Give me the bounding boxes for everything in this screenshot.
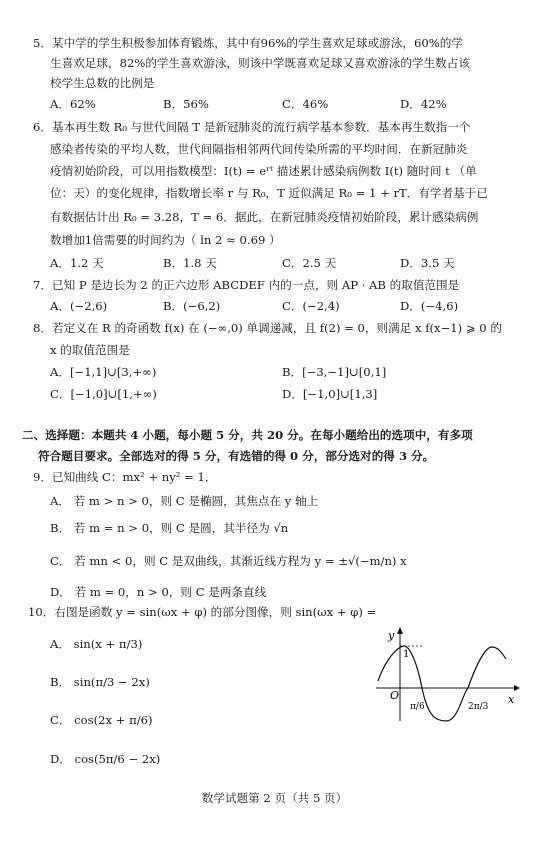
q6-line-6: 数增加1倍需要的时间约为（ ln 2 ≈ 0.69 ） [50, 233, 281, 247]
q6-line-5: 有数据估计出 R₀ = 3.28，T = 6．据此，在新冠肺炎疫情初始阶段，累计感染病例 [50, 210, 479, 224]
x-axis-label: x [508, 693, 515, 706]
q6-line-3: 疫情初始阶段，可以用指数模型：I(t) = eʳᵗ 描述累计感染病例数 I(t) 随时间 t （单 [50, 164, 477, 178]
q7-option-c: C．(−2,4) [282, 299, 340, 313]
q8-line-2: x 的取值范围是 [50, 343, 130, 357]
q6-line-4: 位：天）的变化规律，指数增长率 r 与 R₀，T 近似满足 R₀ = 1 + rT．有学者基于已 [50, 186, 488, 200]
q6-option-b: B．1.8 天 [163, 256, 217, 270]
q8-line-1: 8．若定义在 R 的奇函数 f(x) 在 (−∞,0) 单调递减，且 f(2) = 0，则满足 x f(x−1) ⩾ 0 的 [33, 321, 502, 335]
q7-option-b: B．(−6,2) [163, 299, 221, 313]
q6-line-2: 感染者传染的平均人数，世代间隔指相邻两代间传染所需的平均时间．在新冠肺炎 [50, 142, 468, 156]
q10-sine-graph [370, 625, 520, 725]
y-axis-label: y [388, 629, 395, 642]
q9-option-b: B． 若 m = n > 0，则 C 是圆，其半径为 √n [50, 521, 289, 535]
x-axis-arrow [514, 685, 520, 691]
q5-option-b: B．56% [163, 97, 209, 111]
q8-option-a: A．[−1,1]∪[3,+∞) [50, 365, 157, 379]
y-tick-label: 1 [403, 649, 410, 660]
origin-label: O [390, 689, 400, 702]
q8-option-c: C．[−1,0]∪[1,+∞) [50, 387, 157, 401]
section-2-heading-line-1: 二、选择题：本题共 4 小题，每小题 5 分，共 20 分。在每小题给出的选项中，有多项 [22, 428, 473, 442]
q9-option-d: D． 若 m = 0，n > 0，则 C 是两条直线 [50, 585, 267, 599]
q9-option-c: C． 若 mn < 0，则 C 是双曲线，其渐近线方程为 y = ±√(−m/n) x [50, 554, 407, 568]
section-2-heading-line-2: 符合题目要求。全部选对的得 5 分，有选错的得 0 分，部分选对的得 3 分。 [38, 449, 435, 463]
q10-option-b: B． sin(π/3 − 2x) [50, 675, 150, 689]
q5-line-3: 校学生总数的比例是 [50, 76, 155, 90]
q5-line-1: 5．某中学的学生积极参加体育锻炼，其中有96%的学生喜欢足球或游泳，60%的学 [33, 36, 463, 50]
x-tick-label-pi-6: π/6 [410, 702, 425, 712]
y-axis-arrow [397, 627, 403, 634]
q9-stem: 9．已知曲线 C：mx² + ny² = 1． [33, 470, 217, 484]
q8-option-b: B．[−3,−1]∪[0,1] [282, 365, 387, 379]
q10-stem: 10．右图是函数 y = sin(ωx + φ) 的部分图像，则 sin(ωx + φ) = [28, 605, 377, 619]
q6-option-d: D．3.5 天 [400, 256, 455, 270]
q5-option-a: A．62% [50, 97, 96, 111]
q9-option-a: A． 若 m > n > 0，则 C 是椭圆，其焦点在 y 轴上 [50, 494, 319, 508]
q7-line-1: 7．已知 P 是边长为 2 的正六边形 ABCDEF 内的一点，则 AP · AB 的取值范围是 [33, 278, 460, 292]
x-tick-label-2pi-3: 2π/3 [468, 702, 489, 712]
q6-option-c: C．2.5 天 [282, 256, 337, 270]
q6-option-a: A．1.2 天 [50, 256, 104, 270]
q10-option-c: C． cos(2x + π/6) [50, 713, 153, 727]
q6-line-1: 6．基本再生数 R₀ 与世代间隔 T 是新冠肺炎的流行病学基本参数．基本再生数指一个 [33, 120, 471, 134]
q8-option-d: D．[−1,0]∪[1,3] [282, 387, 378, 401]
q5-option-d: D．42% [400, 97, 447, 111]
q10-option-a: A． sin(x + π/3) [50, 637, 143, 651]
q5-option-c: C．46% [282, 97, 329, 111]
q7-option-a: A．(−2,6) [50, 299, 108, 313]
q5-line-2: 生喜欢足球，82%的学生喜欢游泳，则该中学既喜欢足球又喜欢游泳的学生数占该 [50, 56, 470, 70]
page-footer: 数学试题第 2 页（共 5 页） [201, 791, 348, 805]
q10-option-d: D． cos(5π/6 − 2x) [50, 752, 161, 766]
q7-option-d: D．(−4,6) [400, 299, 459, 313]
